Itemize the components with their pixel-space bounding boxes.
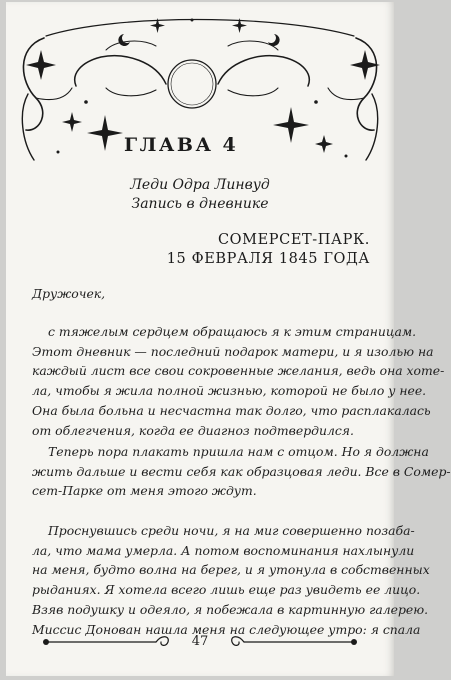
text-line: Миссис Донован нашла меня на следующее утро: я спала: [32, 621, 421, 637]
paragraph-2: [32, 442, 451, 501]
text-line: Она была больна и несчастна так долго, что расплакалась: [32, 402, 431, 418]
text-line: ла, чтобы я жила полной жизнью, которой не было у нее.: [32, 383, 427, 399]
chapter-title: ГЛАВА 4: [124, 134, 239, 156]
entry-location: СОМЕРСЕТ-ПАРК.: [217, 232, 370, 248]
text-line: с тяжелым сердцем обращаюсь я к этим страницам.: [48, 324, 417, 339]
text-line: Теперь пора плакать пришла нам с отцом. Но я должна: [48, 444, 429, 459]
entry-date: 15 ФЕВРАЛЯ 1845 ГОДА: [166, 251, 370, 267]
page-number: 47: [191, 634, 209, 649]
text-line: Проснувшись среди ночи, я на миг совершенно позаба-: [48, 523, 415, 538]
text-line: жить дальше и вести себя как образцовая леди. Все в Сомер-: [32, 463, 451, 479]
text-line: сет-Парке от меня этого ждут.: [32, 483, 257, 499]
entry-author: Леди Одра Линвуд: [130, 177, 270, 193]
text-line: ла, что мама умерла. А потом воспоминания нахлынули: [32, 542, 415, 558]
paragraph-3: [32, 521, 430, 639]
text-line: от облегчения, когда ее диагноз подтвердился.: [32, 422, 354, 438]
book-page: [6, 2, 451, 676]
greeting: [32, 284, 376, 304]
text-line: каждый лист все свои сокровенные желания, ведь она хоте-: [32, 363, 445, 379]
entry-type: Запись в дневнике: [131, 196, 269, 212]
text-line: на меня, будто волна на берег, и я утонула в собственных: [32, 562, 430, 578]
text-line: Этот дневник — последний подарок матери, и я изолью на: [32, 343, 434, 359]
text-line: Взяв подушку и одеяло, я побежала в картинную галерею.: [32, 601, 429, 617]
text-line: рыданиях. Я хотела всего лишь еще раз увидеть ее лицо.: [32, 582, 421, 598]
paragraph-1: [32, 322, 445, 440]
greeting-text: Дружочек,: [32, 286, 106, 301]
